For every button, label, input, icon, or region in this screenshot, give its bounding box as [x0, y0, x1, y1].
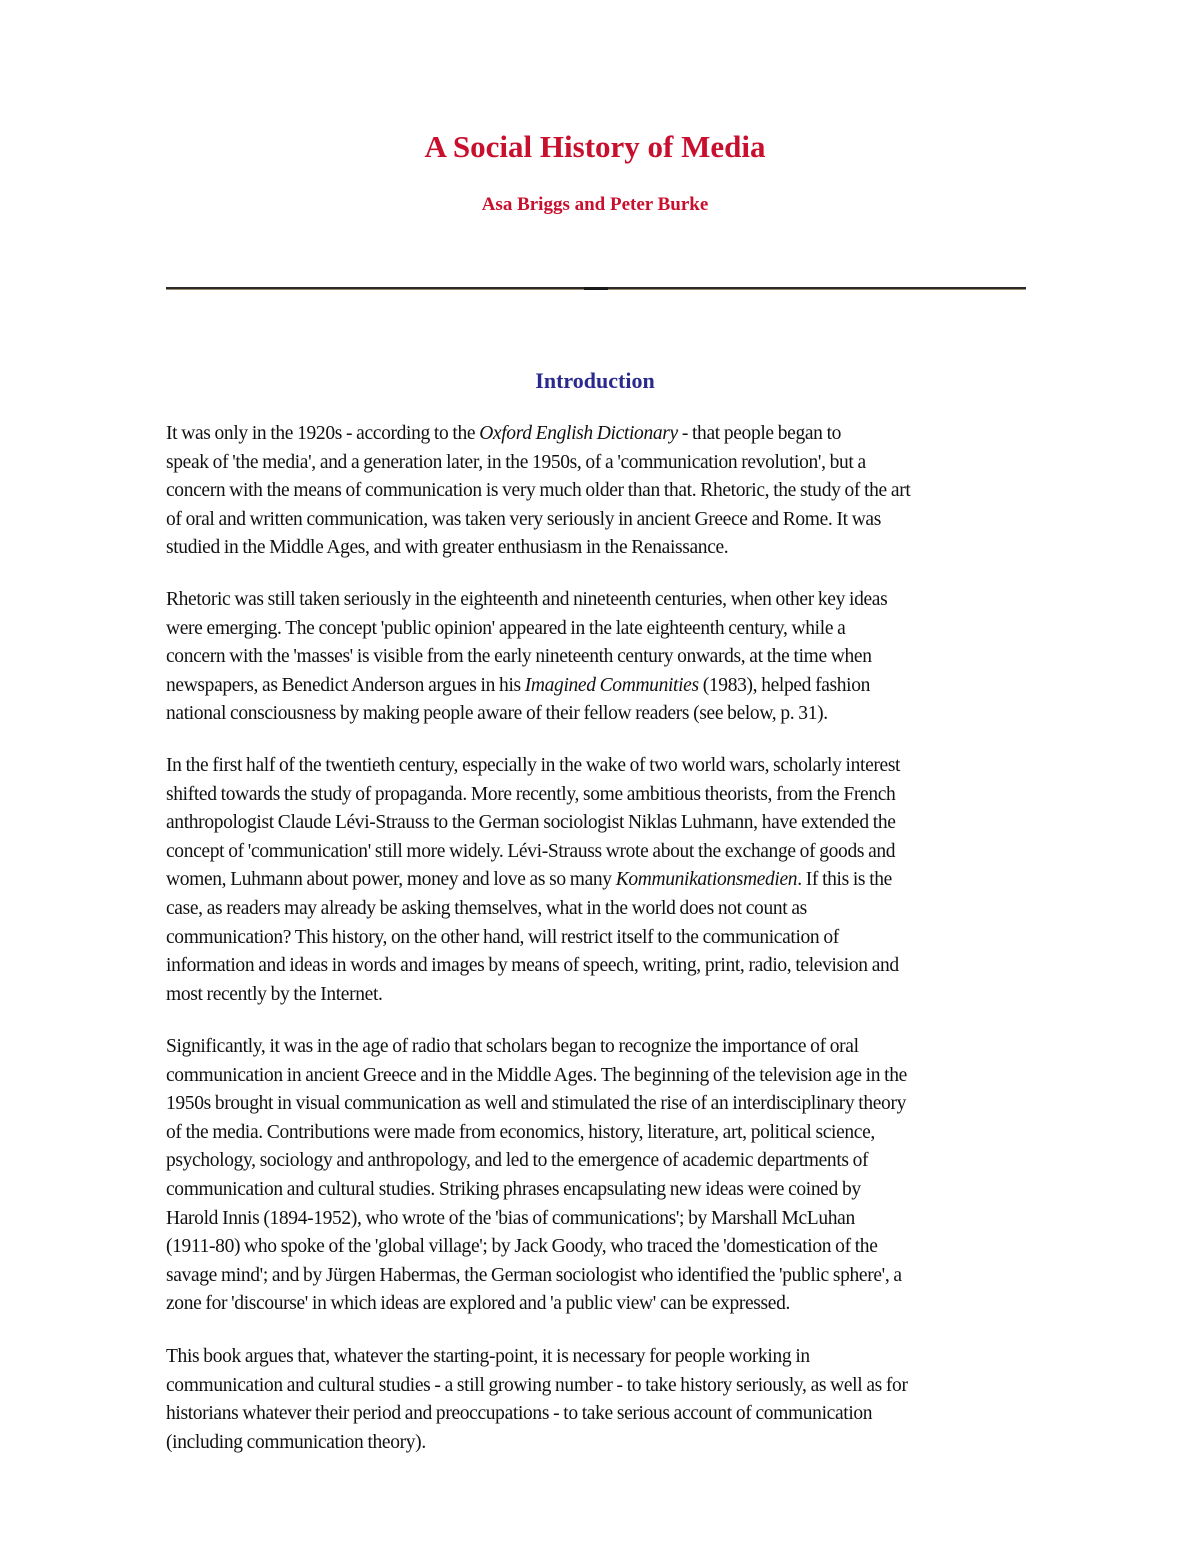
- paragraph-line: [166, 752, 1028, 781]
- text-run: shifted towards the study of propaganda. More recently, some ambitious theorists, from the French: [166, 783, 896, 805]
- document-authors: Asa Briggs and Peter Burke: [481, 194, 709, 215]
- text-run: (1983), helped fashion: [698, 674, 871, 696]
- text-run: communication and cultural studies - a still growing number - to take history seriously, as well as for: [166, 1374, 908, 1396]
- text-run: savage mind'; and by Jürgen Habermas, the German sociologist who identified the 'public sphere', a: [166, 1264, 902, 1286]
- rule-ornament: [584, 287, 608, 290]
- paragraph-line: [166, 1147, 1028, 1176]
- text-run: Harold Innis (1894-1952), who wrote of the 'bias of communications'; by Marshall McLuhan: [166, 1207, 855, 1229]
- text-run: of the media. Contributions were made from economics, history, literature, art, political science,: [166, 1121, 875, 1143]
- italic-title: Imagined Communities: [524, 674, 699, 696]
- document-title: A Social History of Media: [424, 129, 766, 164]
- text-run: most recently by the Internet.: [166, 983, 383, 1005]
- paragraph-line: [166, 643, 1028, 672]
- paragraph-line: [166, 781, 1028, 810]
- text-run: women, Luhmann about power, money and love as so many: [166, 869, 616, 891]
- paragraph-line: [166, 952, 1028, 981]
- text-run: (including communication theory).: [166, 1431, 426, 1453]
- paragraph-line: [166, 615, 1028, 644]
- text-run: In the first half of the twentieth century, especially in the wake of two world wars, scholarly interest: [166, 755, 901, 776]
- paragraph-line: [166, 838, 1028, 867]
- paragraph-line: [166, 586, 1028, 615]
- paragraph-line: [166, 700, 1028, 729]
- paragraph-line: [166, 534, 1028, 563]
- paragraph-line: [166, 449, 1028, 478]
- text-run: . If this is the: [797, 869, 892, 891]
- paragraph-line: [166, 1176, 1028, 1205]
- paragraph-line: [166, 895, 1028, 924]
- paragraph-line: [166, 1090, 1028, 1119]
- paragraph-line: [166, 1119, 1028, 1148]
- text-run: concern with the means of communication is very much older than that. Rhetoric, the study of the art: [166, 480, 911, 502]
- paragraph-line: [166, 1062, 1028, 1091]
- text-run: concern with the 'masses' is visible from the early nineteenth century onwards, at the time when: [166, 646, 872, 668]
- paragraph-line: [166, 1429, 1028, 1458]
- paragraph-line: [166, 672, 1028, 701]
- text-run: zone for 'discourse' in which ideas are explored and 'a public view' can be expressed.: [166, 1293, 790, 1315]
- paragraph-line: [166, 809, 1028, 838]
- paragraph: [166, 586, 1028, 729]
- paragraph-line: [166, 1033, 1028, 1062]
- text-run: of oral and written communication, was taken very seriously in ancient Greece and Rome. It was: [166, 508, 881, 530]
- paragraph-line: [166, 1233, 1028, 1262]
- text-run: 1950s brought in visual communication as well and stimulated the rise of an interdisciplinary theory: [166, 1093, 907, 1115]
- paragraph-line: [166, 420, 1028, 449]
- text-run: case, as readers may already be asking themselves, what in the world does not count as: [166, 897, 807, 919]
- text-run: anthropologist Claude Lévi-Strauss to the German sociologist Niklas Luhmann, have extended the: [166, 812, 896, 834]
- text-run: Significantly, it was in the age of radio that scholars began to recognize the importance of oral: [166, 1036, 859, 1057]
- paragraph-line: [166, 506, 1028, 535]
- text-run: information and ideas in words and images by means of speech, writing, print, radio, television and: [166, 955, 899, 977]
- section-heading: Introduction: [535, 368, 655, 393]
- paragraph: [166, 1033, 1028, 1319]
- text-run: national consciousness by making people aware of their fellow readers (see below, p. 31).: [166, 703, 828, 725]
- paragraph-line: [166, 1205, 1028, 1234]
- paragraph-line: [166, 866, 1028, 895]
- text-run: newspapers, as Benedict Anderson argues in his: [166, 674, 525, 696]
- text-run: (1911-80) who spoke of the 'global village'; by Jack Goody, who traced the 'domestication of the: [166, 1236, 878, 1258]
- paragraph-line: [166, 477, 1028, 506]
- text-run: It was only in the 1920s - according to the: [166, 423, 480, 444]
- paragraph-line: [166, 1343, 1028, 1372]
- text-run: communication and cultural studies. Striking phrases encapsulating new ideas were coined by: [166, 1178, 861, 1200]
- text-run: studied in the Middle Ages, and with greater enthusiasm in the Renaissance.: [166, 537, 729, 559]
- text-run: psychology, sociology and anthropology, and led to the emergence of academic departments of: [166, 1150, 869, 1172]
- paragraph: [166, 420, 1028, 563]
- paragraph: [166, 752, 1028, 1009]
- text-run: communication? This history, on the other hand, will restrict itself to the communication of: [166, 926, 839, 948]
- paragraph-line: [166, 981, 1028, 1010]
- italic-title: Kommunikationsmedien: [615, 869, 798, 891]
- text-run: Rhetoric was still taken seriously in the eighteenth and nineteenth centuries, when other key ideas: [166, 589, 888, 610]
- text-run: concept of 'communication' still more widely. Lévi-Strauss wrote about the exchange of goods and: [166, 840, 896, 862]
- paragraph-line: [166, 924, 1028, 953]
- text-run: speak of 'the media', and a generation later, in the 1950s, of a 'communication revolution', but a: [166, 451, 866, 473]
- paragraph-line: [166, 1372, 1028, 1401]
- paragraph-line: [166, 1400, 1028, 1429]
- text-run: This book argues that, whatever the starting-point, it is necessary for people working in: [166, 1346, 810, 1367]
- text-run: were emerging. The concept 'public opinion' appeared in the late eighteenth century, while a: [166, 617, 846, 639]
- paragraph-line: [166, 1262, 1028, 1291]
- paragraph-line: [166, 1290, 1028, 1319]
- text-run: communication in ancient Greece and in the Middle Ages. The beginning of the television age in the: [166, 1064, 907, 1086]
- text-run: - that people began to: [677, 423, 842, 444]
- italic-title: Oxford English Dictionary: [479, 423, 678, 444]
- paragraph: [166, 1343, 1028, 1457]
- text-run: historians whatever their period and preoccupations - to take serious account of communication: [166, 1403, 873, 1425]
